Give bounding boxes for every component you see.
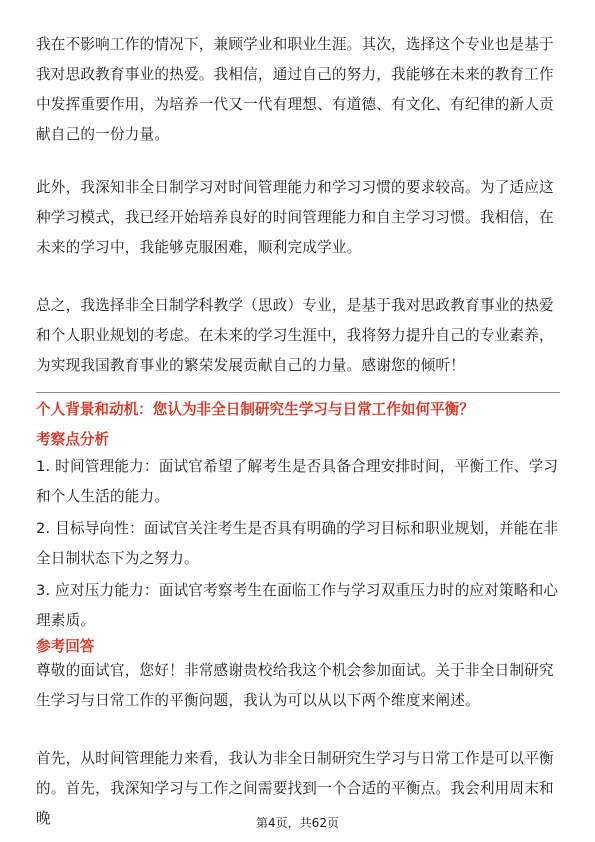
- analysis-heading: 考察点分析: [36, 431, 109, 448]
- paragraph-conclusion: 总之，我选择非全日制学科教学（思政）专业，是基于我对思政教育事业的热爱和个人职业规划的考虑。在未来的学习生涯中，我将努力提升自己的专业素养，为实现我国教育事业的繁荣发展贡献自己的力量。感谢您的倾听！: [36, 297, 554, 374]
- paragraph-motivation-continued: 我在不影响工作的情况下，兼顾学业和职业生涯。其次，选择这个专业也是基于我对思政教育事业的热爱。我相信，通过自己的努力，我能够在未来的教育工作中发挥重要作用，为培养一代又一代有理想、有道德、有文化、有纪律的新人贡献自己的一份力量。: [36, 36, 554, 143]
- analysis-item: 2. 目标导向性：面试官关注考生是否具有明确的学习目标和职业规划，并能在非全日制状态下为之努力。: [36, 520, 559, 567]
- page-number: 第4页，共62页: [256, 816, 339, 830]
- paragraph-time-management: 此外，我深知非全日制学习对时间管理能力和学习习惯的要求较高。为了适应这种学习模式，我已经开始培养良好的时间管理能力和自主学习习惯。我相信，在未来的学习中，我能够克服困难，顺利完成学业。: [36, 179, 554, 256]
- question-title: 个人背景和动机：您认为非全日制研究生学习与日常工作如何平衡？: [36, 401, 474, 418]
- analysis-item: 3. 应对压力能力：面试官考察考生在面临工作与学习双重压力时的应对策略和心理素质。: [36, 582, 559, 629]
- section-divider: [36, 392, 560, 393]
- analysis-list: [36, 452, 560, 638]
- answer-heading: 参考回答: [36, 638, 95, 655]
- analysis-item: 1. 时间管理能力：面试官希望了解考生是否具备合理安排时间，平衡工作、学习和个人生活的能力。: [36, 458, 559, 505]
- answer-paragraph-first-point: 首先，从时间管理能力来看，我认为非全日制研究生学习与日常工作是可以平衡的。首先，我深知学习与工作之间需要找到一个合适的平衡点。我会利用周末和晚: [36, 750, 554, 827]
- answer-paragraph-greeting: 尊敬的面试官，您好！非常感谢贵校给我这个机会参加面试。关于非全日制研究生学习与日常工作的平衡问题，我认为可以从以下两个维度来阐述。: [36, 662, 554, 709]
